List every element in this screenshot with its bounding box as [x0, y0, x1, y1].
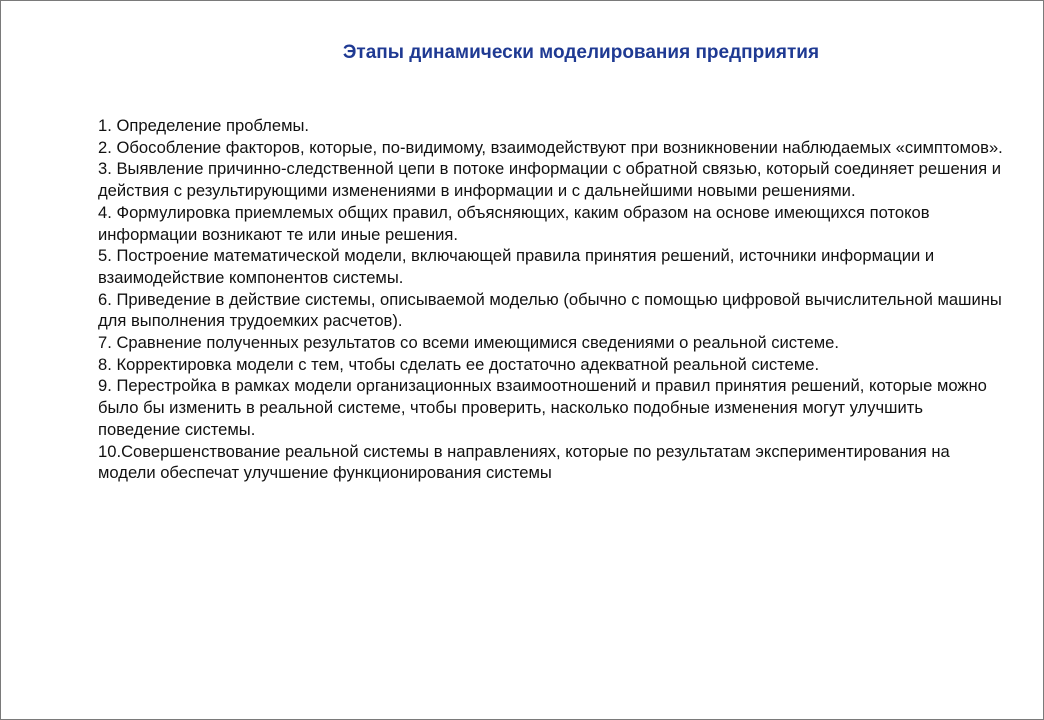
slide-title: Этапы динамически моделирования предприятия [342, 42, 820, 63]
list-item: 5. Построение математической модели, включающей правила принятия решений, источники информации и взаимодействие компонентов системы. [98, 246, 935, 287]
list-item: 3. Выявление причинно-следственной цепи в потоке информации с обратной связью, который соединяет решения и действия с результирующими изменениями в информации и с дальнейшими новыми решениями. [98, 159, 1001, 201]
list-item: 10.Совершенствование реальной системы в направлениях, которые по результатам экспериментирования на модели обеспечат улучшение функционирования системы [98, 441, 950, 483]
list-item: 4. Формулировка приемлемых общих правил, объясняющих, каким образом на основе имеющихся потоков информации возникают те или иные решения. [98, 202, 930, 244]
steps-list [98, 115, 1003, 484]
list-item: 1. Определение проблемы. [98, 116, 310, 135]
list-item: 2. Обособление факторов, которые, по-видимому, взаимодействуют при возникновении наблюдаемых «симптомов». [98, 137, 1003, 157]
list-item: 8. Корректировка модели с тем, чтобы сделать ее достаточно адекватной реальной системе. [98, 354, 820, 374]
list-item: 6. Приведение в действие системы, описываемой моделью (обычно с помощью цифровой вычислительной машины для выполнения трудоемких расчетов). [98, 289, 1002, 331]
list-item: 9. Перестройка в рамках модели организационных взаимоотношений и правил принятия решений, которые можно было бы изменить в реальной системе, чтобы проверить, насколько подобные изменения могут улучшить поведение системы. [98, 376, 987, 439]
list-item: 7. Сравнение полученных результатов со всеми имеющимися сведениями о реальной системе. [98, 333, 839, 353]
